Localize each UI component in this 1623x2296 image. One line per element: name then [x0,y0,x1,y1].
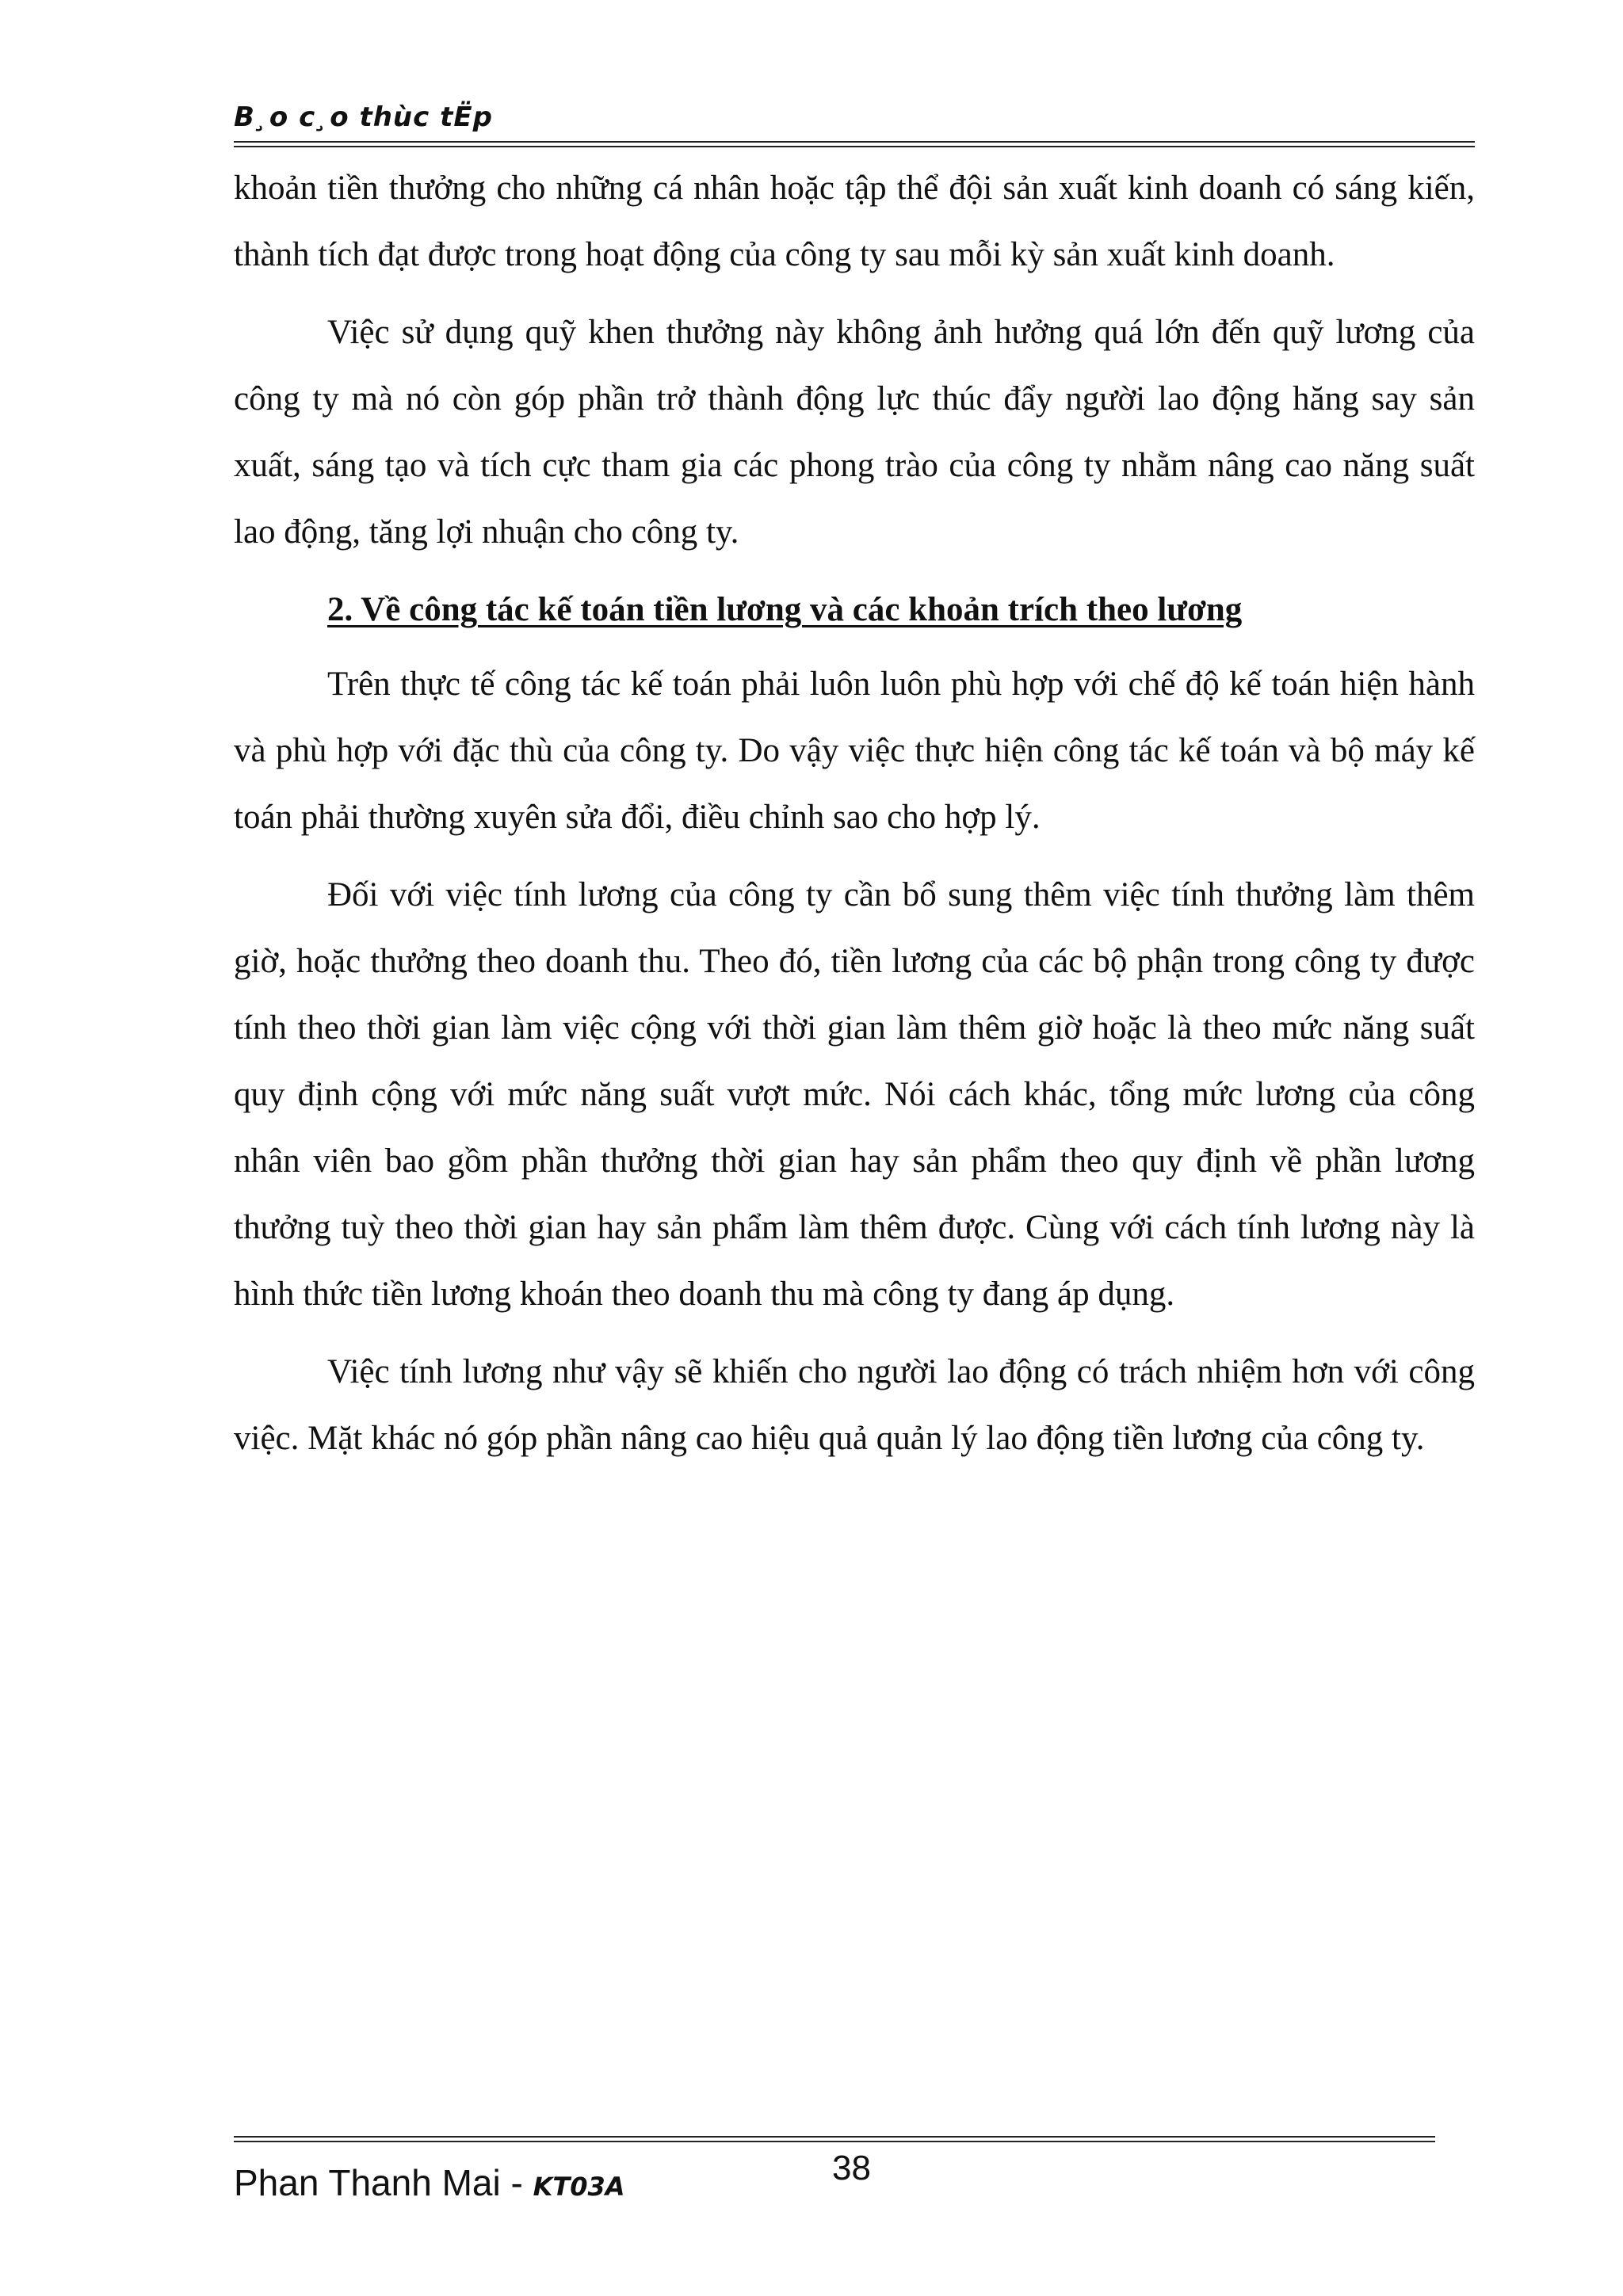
footer-rule-top [234,2136,1435,2138]
footer-author-name: Phan Thanh Mai - [234,2162,533,2203]
page-number: 38 [832,2149,871,2187]
body-paragraph: Việc sử dụng quỹ khen thưởng này không ảnh hưởng quá lớn đến quỹ lương của công ty mà nó còn góp phần trở thành động lực thúc đẩy người lao động hăng say sản xuất, sáng tạo và tích cực tham gia các phong trào của công ty nhằm nâng cao năng suất lao động, tăng lợi nhuận cho công ty. [234,314,1475,551]
body-paragraph: Đối với việc tính lương của công ty cần bổ sung thêm việc tính thưởng làm thêm giờ, hoặc thưởng theo doanh thu. Theo đó, tiền lương của các bộ phận trong công ty được tính theo thời gian làm việc cộng với thời gian làm thêm giờ hoặc là theo mức năng suất quy định cộng với mức năng suất vượt mức. Nói cách khác, tổng mức lương của công nhân viên bao gồm phần thưởng thời gian hay sản phẩm theo quy định về phần lương thưởng tuỳ theo thời gian hay sản phẩm làm thêm được. Cùng với cách tính lương này là hình thức tiền lương khoán theo doanh thu mà công ty đang áp dụng. [234,876,1475,1313]
header-title: B¸o c¸o thùc tËp [234,101,493,133]
body-paragraph: Việc tính lương như vậy sẽ khiến cho người lao động có trách nhiệm hơn với công việc. Mặt khác nó góp phần nâng cao hiệu quả quản lý lao động tiền lương của công ty. [234,1353,1475,1457]
footer-author [234,2161,625,2204]
header-rule-top [234,141,1475,143]
body-paragraph: Trên thực tế công tác kế toán phải luôn luôn phù hợp với chế độ kế toán hiện hành và phù hợp với đặc thù của công ty. Do vậy việc thực hiện công tác kế toán và bộ máy kế toán phải thường xuyên sửa đổi, điều chỉnh sao cho hợp lý. [234,666,1475,836]
footer-rule-bottom [234,2141,1435,2142]
page-body [234,155,1475,1483]
footer-class-code: KT03A [533,2172,625,2202]
section-heading: 2. Về công tác kế toán tiền lương và các khoản trích theo lương [327,591,1243,628]
body-paragraph: khoản tiền thưởng cho những cá nhân hoặc tập thể đội sản xuất kinh doanh có sáng kiến, thành tích đạt được trong hoạt động của công ty sau mỗi kỳ sản xuất kinh doanh. [234,170,1475,273]
header-rule-bottom [234,146,1475,147]
